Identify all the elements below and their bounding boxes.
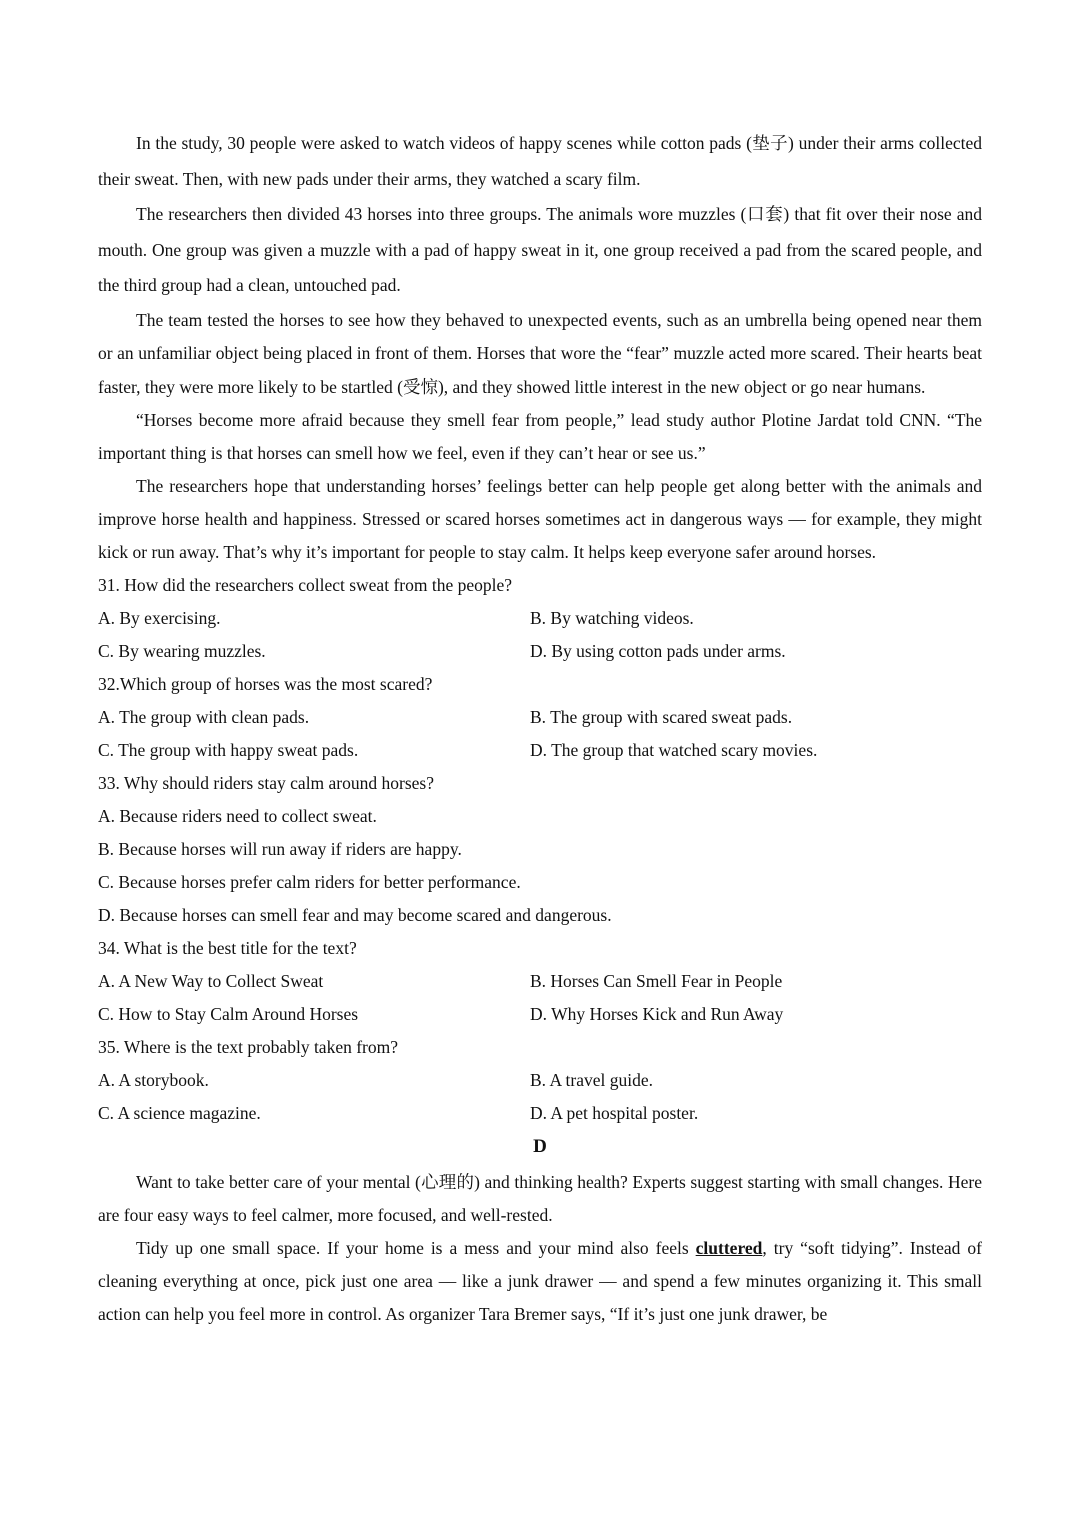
question-34 xyxy=(98,932,982,1031)
question-stem: 31. How did the researchers collect sweat from the people? xyxy=(98,575,513,596)
option-a[interactable]: A. A New Way to Collect Sweat xyxy=(98,971,324,992)
page-content xyxy=(98,126,982,1331)
option-a[interactable]: A. A storybook. xyxy=(98,1070,209,1091)
option-a[interactable]: A. Because riders need to collect sweat. xyxy=(98,806,377,827)
passage-c-paragraph-1: In the study, 30 people were asked to watch videos of happy scenes while cotton pads (垫子) under their arms collected their sweat. Then, with new pads under their arms, they watched a scary film. xyxy=(98,133,982,189)
passage-d-paragraph-2 xyxy=(98,1232,982,1331)
options-grid xyxy=(98,1064,982,1130)
section-d-heading: D xyxy=(533,1136,547,1158)
options-grid xyxy=(98,701,982,767)
option-b[interactable]: B. By watching videos. xyxy=(530,608,694,629)
option-b[interactable]: B. A travel guide. xyxy=(530,1070,653,1091)
option-a[interactable]: A. By exercising. xyxy=(98,608,221,629)
option-b[interactable]: B. The group with scared sweat pads. xyxy=(530,707,793,728)
passage-c-paragraph-2: The researchers then divided 43 horses into three groups. The animals wore muzzles (口套) that fit over their nose and mouth. One group was given a muzzle with a pad of happy sweat in it, one group received a pad from the scared people, and the third group had a clean, untouched pad. xyxy=(98,204,982,295)
option-d[interactable]: D. The group that watched scary movies. xyxy=(530,740,818,761)
question-stem: 32.Which group of horses was the most scared? xyxy=(98,674,433,695)
question-32 xyxy=(98,668,982,767)
passage-c-paragraph-5: The researchers hope that understanding horses’ feelings better can help people get along better with the animals and improve horse health and happiness. Stressed or scared horses sometimes act in dangerous ways — for example, they might kick or run away. That’s why it’s important for people to stay calm. It helps keep everyone safer around horses. xyxy=(98,476,982,563)
option-d[interactable]: D. By using cotton pads under arms. xyxy=(530,641,786,662)
question-31 xyxy=(98,569,982,668)
option-d[interactable]: D. A pet hospital poster. xyxy=(530,1103,699,1124)
paragraph-text: Tidy up one small space. If your home is a mess and your mind also feels xyxy=(136,1238,696,1259)
option-c[interactable]: C. How to Stay Calm Around Horses xyxy=(98,1004,359,1025)
option-a[interactable]: A. The group with clean pads. xyxy=(98,707,310,728)
option-b[interactable]: B. Horses Can Smell Fear in People xyxy=(530,971,783,992)
options-grid xyxy=(98,602,982,668)
question-stem: 33. Why should riders stay calm around horses? xyxy=(98,773,434,794)
option-c[interactable]: C. The group with happy sweat pads. xyxy=(98,740,359,761)
option-c[interactable]: C. Because horses prefer calm riders for better performance. xyxy=(98,872,521,893)
paragraph-text: , try “soft tidying”. Instead of cleaning everything at once, pick just one area — like a junk drawer — and spend a few minutes organizing it. This small action can help you feel more in control. As organizer Tara Bremer says, “If it’s just one junk drawer, be xyxy=(98,1238,982,1325)
option-d[interactable]: D. Because horses can smell fear and may become scared and dangerous. xyxy=(98,905,612,926)
options-grid xyxy=(98,965,982,1031)
question-35 xyxy=(98,1031,982,1130)
option-c[interactable]: C. By wearing muzzles. xyxy=(98,641,266,662)
passage-c-paragraph-4: “Horses become more afraid because they smell fear from people,” lead study author Plotine Jardat told CNN. “The important thing is that horses can smell how we feel, even if they can’t hear or see us.” xyxy=(98,410,982,464)
option-c[interactable]: C. A science magazine. xyxy=(98,1103,261,1124)
passage-c-paragraph-3: The team tested the horses to see how they behaved to unexpected events, such as an umbrella being opened near them or an unfamiliar object being placed in front of them. Horses that wore the “fear” muzzle acted more scared. Their hearts beat faster, they were more likely to be startled (受惊), and they showed little interest in the new object or go near humans. xyxy=(98,309,982,397)
option-b[interactable]: B. Because horses will run away if riders are happy. xyxy=(98,839,462,860)
question-stem: 34. What is the best title for the text? xyxy=(98,938,357,959)
question-33 xyxy=(98,767,982,932)
passage-d-paragraph-1: Want to take better care of your mental (心理的) and thinking health? Experts suggest starting with small changes. Here are four easy ways to feel calmer, more focused, and well-rested. xyxy=(98,1172,982,1226)
option-d[interactable]: D. Why Horses Kick and Run Away xyxy=(530,1004,784,1025)
underlined-keyword: cluttered xyxy=(695,1238,763,1259)
question-stem: 35. Where is the text probably taken from? xyxy=(98,1037,398,1058)
